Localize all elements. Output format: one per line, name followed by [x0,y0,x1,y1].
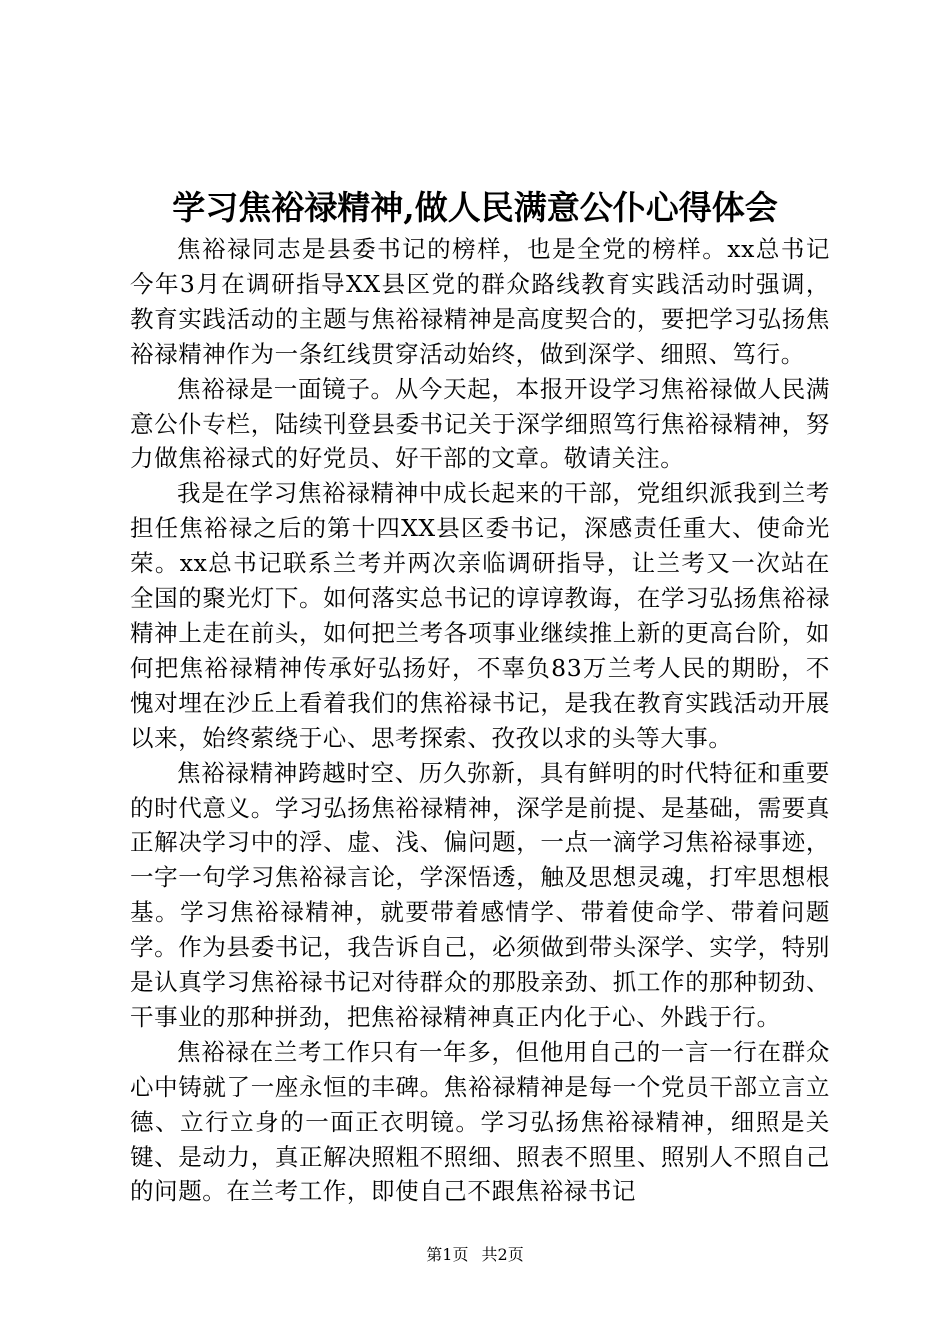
page-total: 共2页 [481,1245,524,1264]
paragraph-5: 焦裕禄在兰考工作只有一年多，但他用自己的一言一行在群众心中铸就了一座永恒的丰碑。焦裕禄精神是每一个党员干部立言立德、立行立身的一面正衣明镜。学习弘扬焦裕禄精神，细照是关键、是动力，真正解决照粗不照细、照表不照里、照别人不照自己的问题。在兰考工作，即使自己不跟焦裕禄书记 [130,1037,830,1206]
paragraph-2: 焦裕禄是一面镜子。从今天起，本报开设学习焦裕禄做人民满意公仆专栏，陆续刊登县委书记关于深学细照笃行焦裕禄精神，努力做焦裕禄式的好党员、好干部的文章。敬请关注。 [130,374,830,473]
page-number: 第1页 [426,1245,469,1264]
document-body [130,232,830,1209]
page-footer [0,1244,950,1266]
paragraph-1: 焦裕禄同志是县委书记的榜样，也是全党的榜样。xx总书记今年3月在调研指导XX县区党的群众路线教育实践活动时强调，教育实践活动的主题与焦裕禄精神是高度契合的，要把学习弘扬焦裕禄精神作为一条红线贯穿活动始终，做到深学、细照、笃行。 [130,235,830,368]
document-title: 学习焦裕禄精神,做人民满意公仆心得体会 [172,188,778,227]
paragraph-4: 焦裕禄精神跨越时空、历久弥新，具有鲜明的时代特征和重要的时代意义。学习弘扬焦裕禄精神，深学是前提、是基础，需要真正解决学习中的浮、虚、浅、偏问题，一点一滴学习焦裕禄事迹，一字一句学习焦裕禄言论，学深悟透，触及思想灵魂，打牢思想根基。学习焦裕禄精神，就要带着感情学、带着使命学、带着问题学。作为县委书记，我告诉自己，必须做到带头深学、实学，特别是认真学习焦裕禄书记对待群众的那股亲劲、抓工作的那种韧劲、干事业的那种拼劲，把焦裕禄精神真正内化于心、外践于行。 [130,758,830,1031]
paragraph-3: 我是在学习焦裕禄精神中成长起来的干部，党组织派我到兰考担任焦裕禄之后的第十四XX县区委书记，深感责任重大、使命光荣。xx总书记联系兰考并两次亲临调研指导，让兰考又一次站在全国的聚光灯下。如何落实总书记的谆谆教诲，在学习弘扬焦裕禄精神上走在前头，如何把兰考各项事业继续推上新的更高台阶，如何把焦裕禄精神传承好弘扬好，不辜负83万兰考人民的期盼，不愧对埋在沙丘上看着我们的焦裕禄书记，是我在教育实践活动开展以来，始终萦绕于心、思考探索、孜孜以求的头等大事。 [130,479,830,752]
